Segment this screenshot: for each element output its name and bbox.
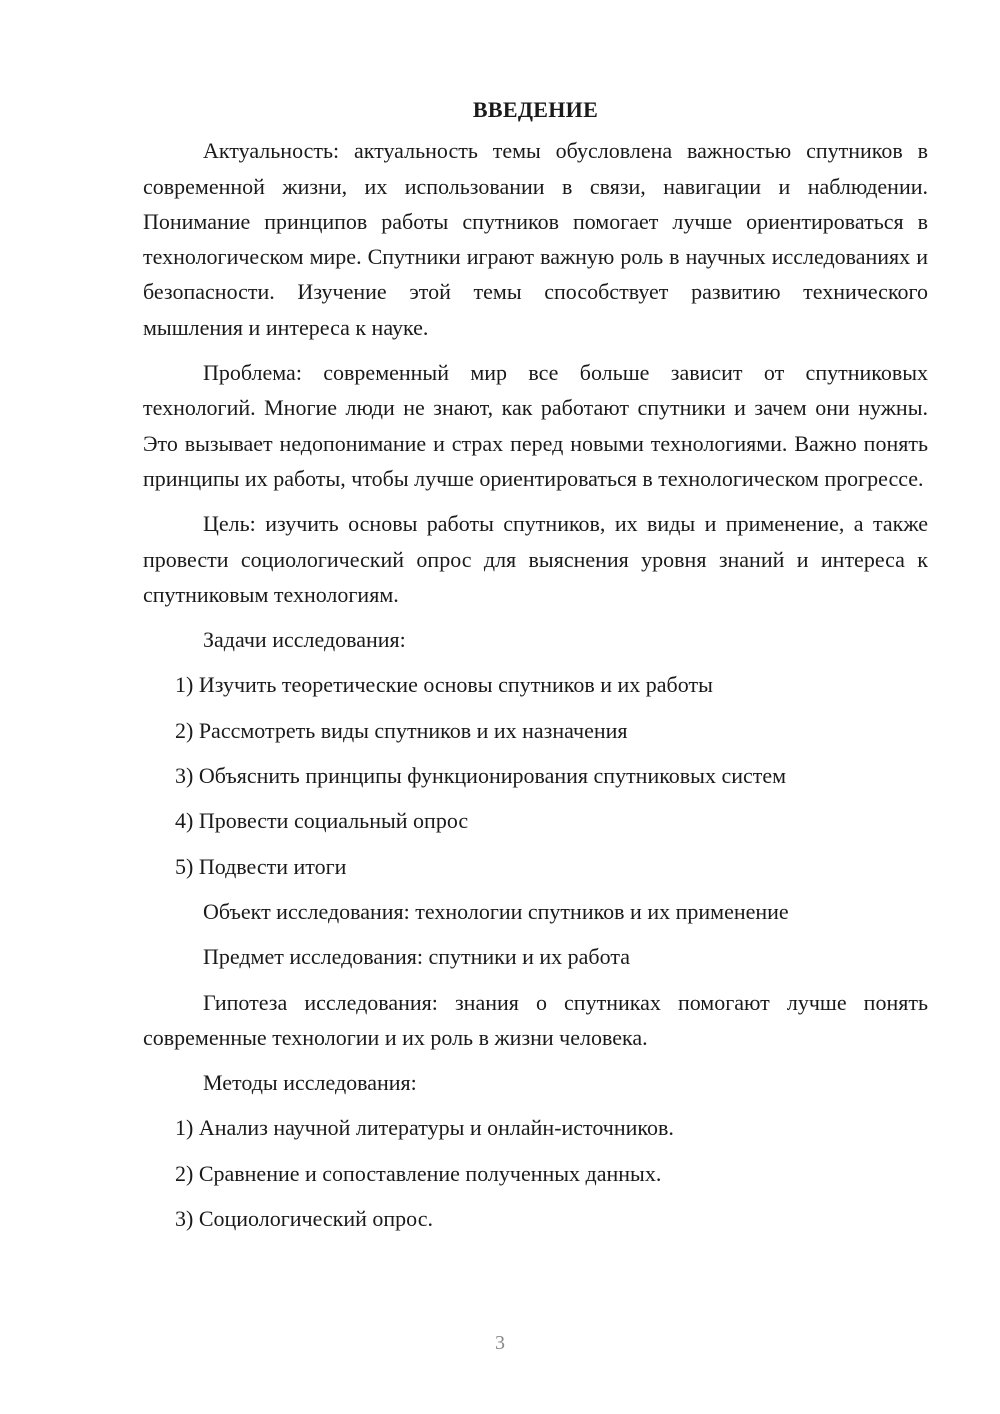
relevance-paragraph: Актуальность: актуальность темы обусловлена важностью спутников в современной жизни, их использовании в связи, навигации и наблюдении. Понимание принципов работы спутников помогает лучше ориентироваться в технологическом мире. Спутники играют важную роль в научных исследованиях и безопасности. Изучение этой темы способствует развитию технического мышления и интереса к науке. [143, 138, 928, 340]
task-item-1: 1) Изучить теоретические основы спутников и их работы [175, 672, 713, 698]
task-item-3: 3) Объяснить принципы функционирования спутниковых систем [175, 763, 787, 789]
method-item-1: 1) Анализ научной литературы и онлайн-источников. [175, 1115, 674, 1141]
research-object: Объект исследования: технологии спутников и их применение [203, 898, 789, 924]
problem-paragraph: Проблема: современный мир все больше зависит от спутниковых технологий. Многие люди не знают, как работают спутники и зачем они нужны. Это вызывает недопонимание и страх перед новыми технологиями. Важно понять принципы их работы, чтобы лучше ориентироваться в технологическом прогрессе. [143, 360, 928, 491]
page-number: 3 [495, 1332, 505, 1354]
task-item-4: 4) Провести социальный опрос [175, 808, 469, 834]
research-subject: Предмет исследования: спутники и их работа [203, 944, 630, 970]
tasks-heading: Задачи исследования: [203, 627, 406, 653]
document-page [143, 92, 928, 1246]
task-item-5: 5) Подвести итоги [175, 853, 347, 879]
task-item-2: 2) Рассмотреть виды спутников и их назначения [175, 717, 628, 743]
methods-heading: Методы исследования: [203, 1070, 417, 1096]
section-title: ВВЕДЕНИЕ [472, 97, 599, 122]
hypothesis-paragraph: Гипотеза исследования: знания о спутниках помогают лучше понять современные технологии и их роль в жизни человека. [143, 989, 928, 1050]
method-item-2: 2) Сравнение и сопоставление полученных данных. [175, 1160, 662, 1186]
method-item-3: 3) Социологический опрос. [175, 1206, 433, 1232]
goal-paragraph: Цель: изучить основы работы спутников, их виды и применение, а также провести социологический опрос для выяснения уровня знаний и интереса к спутниковым технологиям. [143, 511, 928, 607]
